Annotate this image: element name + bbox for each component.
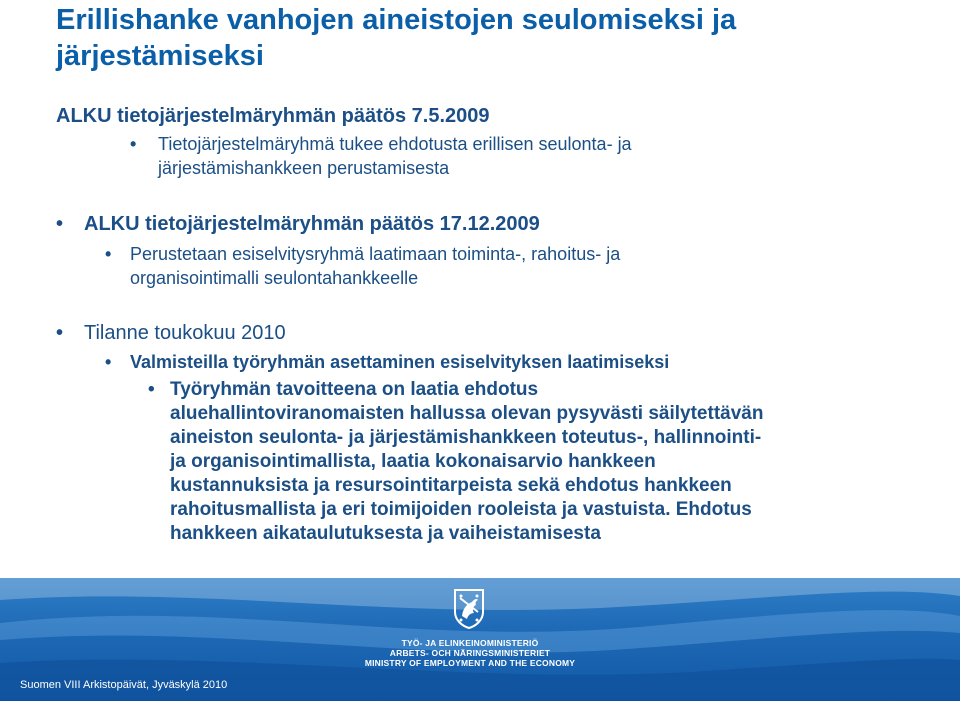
finnish-lion-icon <box>449 586 489 630</box>
goal-line-3: aineiston seulonta- ja järjestämishankkeen toteutus-, hallinnointi- <box>170 427 762 448</box>
decision-heading-2: ALKU tietojärjestelmäryhmän päätös 17.12.2009 <box>84 213 540 235</box>
bullet: • <box>148 379 155 400</box>
decision-1-text-1: Tietojärjestelmäryhmä tukee ehdotusta erillisen seulonta- ja <box>158 134 632 154</box>
ministry-name-fi: TYÖ- JA ELINKEINOMINISTERIÖ <box>401 638 539 648</box>
bullet: • <box>105 352 112 372</box>
goal-line-1: Työryhmän tavoitteena on laatia ehdotus <box>170 379 539 400</box>
decision-2-text-2: organisointimalli seulontahankkeelle <box>130 268 419 288</box>
status-text: Valmisteilla työryhmän asettaminen esiselvityksen laatimiseksi <box>130 352 670 372</box>
bullet: • <box>130 134 137 154</box>
slide-title: Erillishanke vanhojen aineistojen seulomiseksi ja järjestämiseksi <box>56 4 737 72</box>
goal-line-7: hankkeen aikataulutuksesta ja vaiheistamisesta <box>170 523 601 544</box>
goal-line-5: kustannuksista ja resursointitarpeista sekä ehdotus hankkeen <box>170 475 732 496</box>
bullet: • <box>56 322 64 344</box>
ministry-name-sv: ARBETS- OCH NÄRINGSMINISTERIET <box>389 648 551 658</box>
status-heading: Tilanne toukokuu 2010 <box>84 322 286 344</box>
goal-line-6: rahoitusmallista ja eri toimijoiden rooleista ja vastuista. Ehdotus <box>170 499 752 520</box>
ministry-name-en: MINISTRY OF EMPLOYMENT AND THE ECONOMY <box>364 658 576 668</box>
bullet: • <box>105 244 112 264</box>
ministry-name <box>360 638 580 668</box>
decision-1-text-2: järjestämishankkeen perustamisesta <box>158 158 450 178</box>
goal-line-2: aluehallintoviranomaisten hallussa olevan pysyvästi säilytettävän <box>170 403 764 424</box>
bullet: • <box>56 213 64 235</box>
decision-2-text-1: Perustetaan esiselvitysryhmä laatimaan toiminta-, rahoitus- ja <box>130 244 621 264</box>
footer-caption: Suomen VIII Arkistopäivät, Jyväskylä 2010 <box>20 679 228 691</box>
decision-heading-1: ALKU tietojärjestelmäryhmän päätös 7.5.2009 <box>56 105 490 127</box>
goal-line-4: ja organisointimallista, laatia kokonaisarvio hankkeen <box>170 451 656 472</box>
